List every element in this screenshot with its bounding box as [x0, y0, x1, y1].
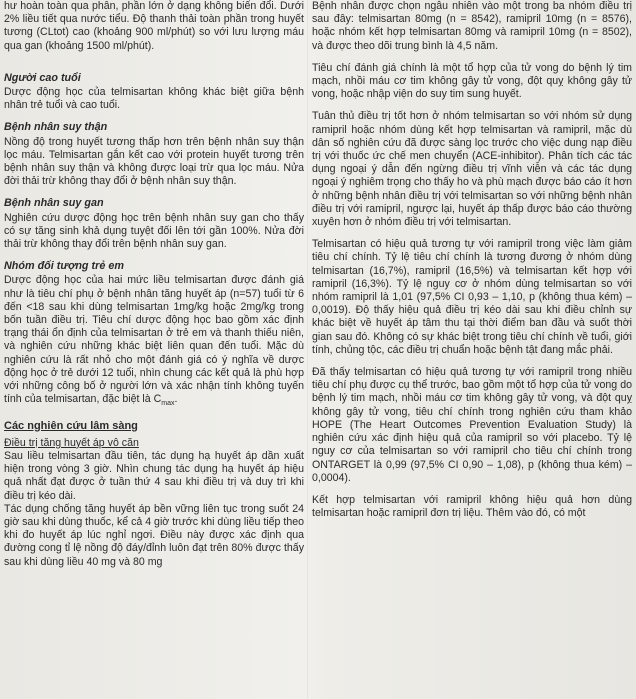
- right-paragraph-4: Telmisartan có hiệu quả tương tự với ramipril trong việc làm giảm tiêu chí chính. Tỷ lệ tiêu chí chính là tương đương ở nhóm dùng telmisartan (16,7%), ramipril (16,5%) và telmisartan kết hợp với ramipril (16,3%). Tỷ lệ nguy cơ ở nhóm dùng telmisartan so với nhóm ramipril là 1,01 (97,5% CI 0,93 – 1,10, p (không thua kém) – 0,0019). Độ thấy hiệu quả điều trị kéo dài sau khi điều chỉnh sự khác biệt về huyết áp tâm thu tại thời điểm ban đầu và suốt thời gian sau đó. Không có sự khác biệt trong tiêu chí chính về tuổi, giới tính, chủng tộc, các điều trị chuẩn hoặc bệnh tật đang mắc phải.: [312, 238, 632, 356]
- right-paragraph-2: Tiêu chí đánh giá chính là một tổ hợp của tử vong do bệnh lý tim mạch, nhồi máu cơ tim không gây tử vong, đột quỵ không gây tử vong, hoặc nhập viện do suy tim sung huyết.: [312, 61, 632, 101]
- section-title-pediatric: Nhóm đối tượng trẻ em: [4, 260, 124, 273]
- pediatric-text: Dược động học của hai mức liều telmisartan được đánh giá như là tiêu chí phụ ở bệnh nhân tăng huyết áp (n=57) tuổi từ 6 đến <18 sau khi dùng telmisartan 1mg/kg hoặc 2mg/kg trong bốn tuần điều trị. Tiêu chí dược động học bao gồm xác định trạng thái ổn định của telmisartan ở trẻ em và thanh thiếu niên, và nghiên cứu những khác biệt liên quan đến tuổi. Mặc dù nghiên cứu là rất nhỏ cho một đánh giá có ý nghĩa về dược động học ở trẻ dưới 12 tuổi, nhìn chung các kết quả là phù hợp với những công bố ở người lớn và xác nhận tính không tuyến tính của telmisartan, đặc biệt là C: [4, 274, 304, 406]
- right-paragraph-1: Bệnh nhân được chọn ngẫu nhiên vào một trong ba nhóm điều trị sau đây: telmisartan 80mg (n = 8542), ramipril 10mg (n = 8576), hoặc nhóm kết hợp telmisartan 80mg và ramipril 10mg (n = 8502), và được theo dõi trung bình là 4,5 năm.: [312, 0, 632, 52]
- right-paragraph-5: Đã thấy telmisartan có hiệu quả tương tự với ramipril trong nhiều tiêu chí phụ được cụ thể trước, bao gồm một tổ hợp của tử vong do bệnh lý tim mạch, nhồi máu cơ tim không gây tử vong, và đột quỵ không gây tử vong, tiêu chí chính trong nghiên cứu tham khảo HOPE (The Heart Outcomes Prevention Evaluation Study) là nghiên cứu xác định hiệu quả của ramipril so với placebo. Tỷ lệ nguy cơ của telmisartan so với ramipril cho tiêu chí chính trong ONTARGET là 0,99 (97,5% CI 0,90 – 1,08), p (không thua kém) – 0,0004).: [312, 366, 632, 484]
- essential-paragraph-2: Tác dụng chống tăng huyết áp bền vững liên tục trong suốt 24 giờ sau khi dùng thuốc, kể cả 4 giờ trước khi dùng liều tiếp theo khi đo huyết áp lúc nghỉ ngơi. Điều này được xác định qua đường cong tỉ lệ nồng độ đáy/đỉnh luôn đạt trên 80% được thấy sau khi dùng liều 40 mg và 80 mg: [4, 502, 304, 568]
- clinical-studies-heading: Các nghiên cứu lâm sàng: [4, 419, 138, 432]
- intro-paragraph: hư hoàn toàn qua phân, phần lớn ở dạng không biến đổi. Dưới 2% liều tiết qua nước tiểu. Độ thanh thải toàn phần trong huyết tương (CLtot) cao (khoảng 900 ml/phút) so với lưu lượng máu qua gan (khoảng 1500 ml/phút).: [4, 0, 304, 52]
- pediatric-end: .: [174, 393, 178, 406]
- elderly-paragraph: Dược động học của telmisartan không khác biệt giữa bệnh nhân trẻ tuổi và cao tuổi.: [4, 86, 304, 112]
- section-title-elderly: Người cao tuổi: [4, 71, 81, 84]
- essential-paragraph-1: Sau liều telmisartan đầu tiên, tác dụng hạ huyết áp dần xuất hiện trong vòng 3 giờ. Nhìn chung tác dụng hạ huyết áp hiệu quả nhất đạt được ở tuần thứ 4 sau khi điều trị và duy trì khi điều trị kéo dài.: [4, 450, 304, 502]
- left-column: [4, 0, 304, 699]
- section-title-hepatic: Bệnh nhân suy gan: [4, 197, 104, 210]
- renal-paragraph: Nồng độ trong huyết tương thấp hơn trên bệnh nhân suy thận lọc máu. Telmisartan gắn kết cao với protein huyết tương trên bệnh nhân suy thận và không được loại trừ qua lọc máu. Nửa đời thải trừ không thay đổi ở bệnh nhân suy thận.: [4, 135, 304, 188]
- cmax-subscript: max: [161, 400, 175, 408]
- right-paragraph-3: Tuân thủ điều trị tốt hơn ở nhóm telmisartan so với nhóm sử dụng ramipril hoặc nhóm dùng kết hợp telmisartan và ramipril, mặc dù dân số nghiên cứu đã được sàng lọc trước cho việc dung nạp điều trị với thuốc ức chế men chuyển (ACE-inhibitor). Phân tích các tác dụng ngoại ý dẫn đến ngừng điều trị vĩnh viễn và các tác dụng ngoại ý nghiêm trọng cho thấy ho và phù mạch được báo cáo ít hơn ở những bệnh nhân điều trị với telmisartan so với những bệnh nhân điều trị với ramipril, ngược lại, huyết áp thấp được báo cáo thường xuyên hơn ở nhóm điều trị với telmisartan.: [312, 110, 632, 229]
- hepatic-paragraph: Nghiên cứu dược động học trên bệnh nhân suy gan cho thấy có sự tăng sinh khả dụng tuyệt đối lên tới gần 100%. Nửa đời thải trừ không thay đổi trên bệnh nhân suy gan.: [4, 211, 304, 251]
- section-title-renal: Bệnh nhân suy thận: [4, 121, 108, 134]
- section-title-essential-hypertension: Điều trị tăng huyết áp vô căn: [4, 436, 139, 449]
- column-divider: [307, 0, 308, 699]
- pediatric-paragraph: [4, 274, 304, 410]
- right-paragraph-6: Kết hợp telmisartan với ramipril không hiệu quả hơn dùng telmisartan hoặc ramipril đơn trị liệu. Thêm vào đó, có một: [312, 493, 632, 520]
- right-column: [312, 0, 632, 699]
